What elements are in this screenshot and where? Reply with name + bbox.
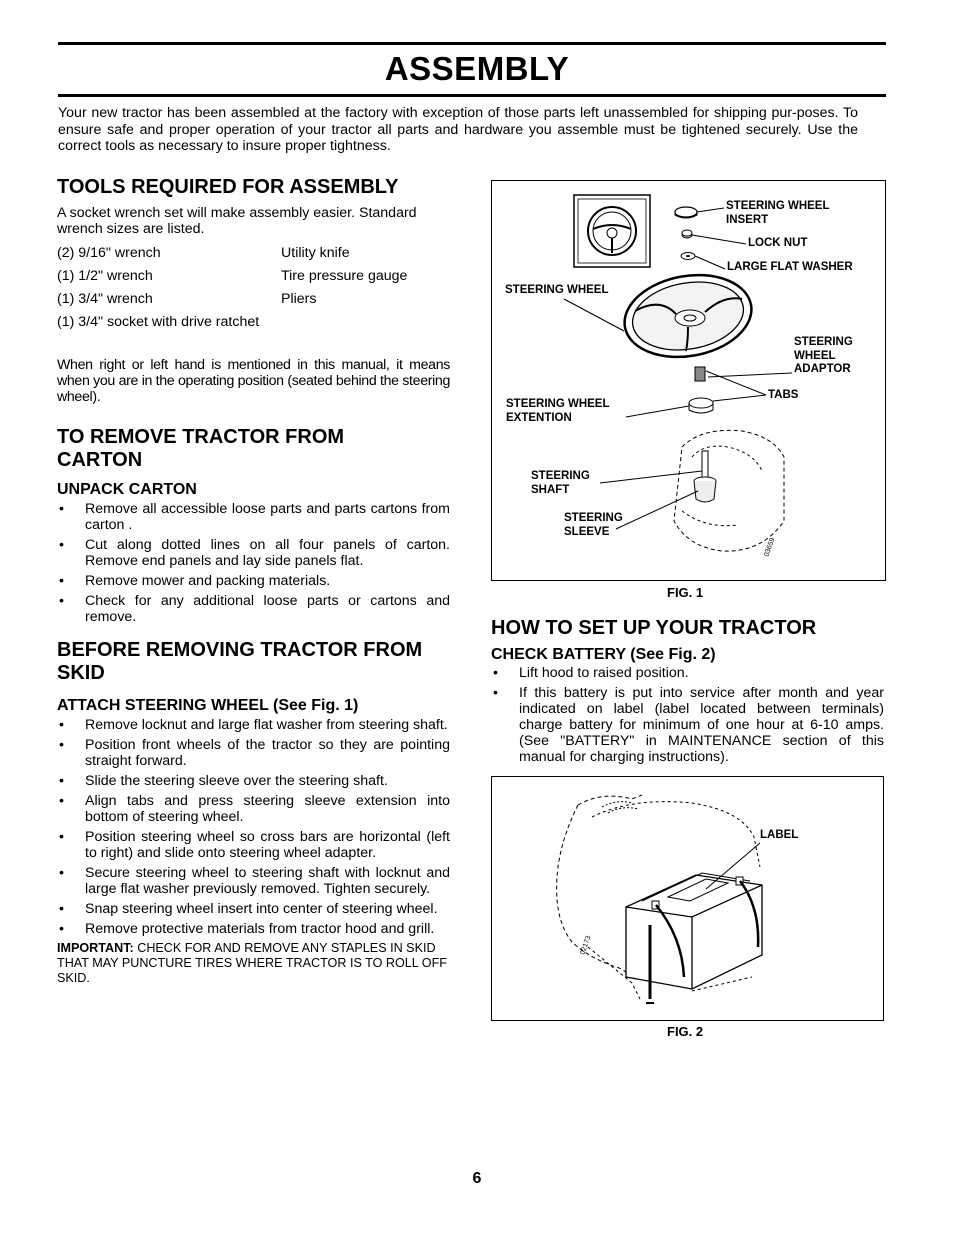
list-item: • Align tabs and press steering sleeve extension into bottom of steering wheel.	[57, 793, 450, 825]
tools-row	[57, 291, 450, 307]
label-lock-nut: LOCK NUT	[748, 237, 808, 249]
label-wheel-insert: STEERING WHEEL INSERT	[726, 200, 830, 226]
left-column	[57, 176, 450, 986]
label-wheel-extention: STEERING WHEEL EXTENTION	[506, 398, 610, 424]
list-item: • If this battery is put into service after month and year indicated on label (label located between terminals) charge battery for minimum of one hour at 6-10 amps. (See "BATTERY" in MAINTENANCE section of this manual for charging instructions).	[491, 685, 884, 765]
tools-heading: TOOLS REQUIRED FOR ASSEMBLY	[57, 176, 399, 198]
tool-left: (1) 1/2" wrench	[57, 268, 153, 284]
label-steering-wheel: STEERING WHEEL	[505, 284, 609, 296]
page-title: ASSEMBLY	[384, 50, 570, 87]
tool-left: (1) 3/4" wrench	[57, 291, 153, 307]
tool-left: (1) 3/4" socket with drive ratchet	[57, 314, 260, 330]
figure-1	[491, 180, 886, 581]
list-item: • Position front wheels of the tractor so they are pointing straight forward.	[57, 737, 450, 769]
battery-list	[491, 665, 884, 765]
top-rule	[58, 42, 886, 45]
label-steering-shaft: STEERING SHAFT	[531, 470, 590, 496]
tools-text: A socket wrench set will make assembly easier. Standard wrench sizes are listed.	[57, 205, 417, 237]
tools-row	[57, 245, 450, 261]
list-item: • Check for any additional loose parts or cartons and remove.	[57, 593, 450, 625]
important-text: CHECK FOR AND REMOVE ANY STAPLES IN SKID THAT MAY PUNCTURE TIRES WHERE TRACTOR IS TO ROLL OFF SKID.	[57, 941, 447, 985]
title-rule	[58, 94, 886, 97]
label-flat-washer: LARGE FLAT WASHER	[727, 261, 853, 273]
skid-heading: BEFORE REMOVING TRACTOR FROM SKID	[57, 639, 423, 684]
tool-right: Pliers	[281, 291, 317, 307]
figure-2-caption: FIG. 2	[667, 1024, 704, 1039]
tools-list	[57, 245, 450, 330]
battery-illustration	[492, 777, 883, 1020]
tool-right: Utility knife	[281, 245, 350, 261]
list-item: • Remove locknut and large flat washer from steering shaft.	[57, 717, 450, 733]
intro-paragraph: Your new tractor has been assembled at the factory with exception of those parts left unassembled for shipping pur-poses. To ensure safe and proper operation of your tractor all parts and hardware you assemble must be tightened securely. Use the correct tools as necessary to insure proper tightness.	[58, 105, 858, 154]
steering-list	[57, 717, 450, 937]
tools-row	[57, 268, 450, 284]
battery-subheading: CHECK BATTERY (See Fig. 2)	[491, 646, 716, 663]
label-battery-label: LABEL	[760, 829, 799, 841]
tool-left: (2) 9/16" wrench	[57, 245, 161, 261]
label-tabs: TABS	[768, 389, 799, 401]
list-item: • Remove mower and packing materials.	[57, 573, 450, 589]
figure-1-caption: FIG. 1	[667, 585, 704, 600]
page-number: 6	[472, 1170, 482, 1187]
figure-2	[491, 776, 884, 1021]
list-item: • Lift hood to raised position.	[491, 665, 884, 681]
label-wheel-adaptor: STEERING WHEEL ADAPTOR	[794, 336, 853, 375]
list-item: • Position steering wheel so cross bars are horizontal (left to right) and slide onto steering wheel adapter.	[57, 829, 450, 861]
list-item: • Slide the steering sleeve over the steering shaft.	[57, 773, 450, 789]
remove-heading: TO REMOVE TRACTOR FROM CARTON	[57, 426, 345, 471]
figure-code: 02173	[579, 934, 593, 956]
setup-heading: HOW TO SET UP YOUR TRACTOR	[491, 617, 817, 639]
list-item: • Remove protective materials from tractor hood and grill.	[57, 921, 450, 937]
list-item: • Secure steering wheel to steering shaft with locknut and large flat washer previously removed. Tighten securely.	[57, 865, 450, 897]
label-steering-sleeve: STEERING SLEEVE	[564, 512, 623, 538]
steering-subheading: ATTACH STEERING WHEEL (See Fig. 1)	[57, 697, 359, 714]
hand-note: When right or left hand is mentioned in this manual, it means when you are in the operating position (seated behind the steering wheel).	[57, 357, 450, 405]
tool-right: Tire pressure gauge	[281, 268, 408, 284]
list-item: • Remove all accessible loose parts and parts cartons from carton .	[57, 501, 450, 533]
important-note	[57, 941, 450, 986]
steering-assembly-illustration	[492, 181, 885, 580]
tools-row	[57, 314, 450, 330]
unpack-subheading: UNPACK CARTON	[57, 481, 197, 498]
unpack-list	[57, 501, 450, 625]
list-item: • Cut along dotted lines on all four panels of carton. Remove end panels and lay side panels flat.	[57, 537, 450, 569]
right-column	[491, 617, 884, 769]
important-label: IMPORTANT:	[57, 941, 134, 955]
list-item: • Snap steering wheel insert into center of steering wheel.	[57, 901, 450, 917]
figure-code: 03659	[763, 536, 777, 558]
